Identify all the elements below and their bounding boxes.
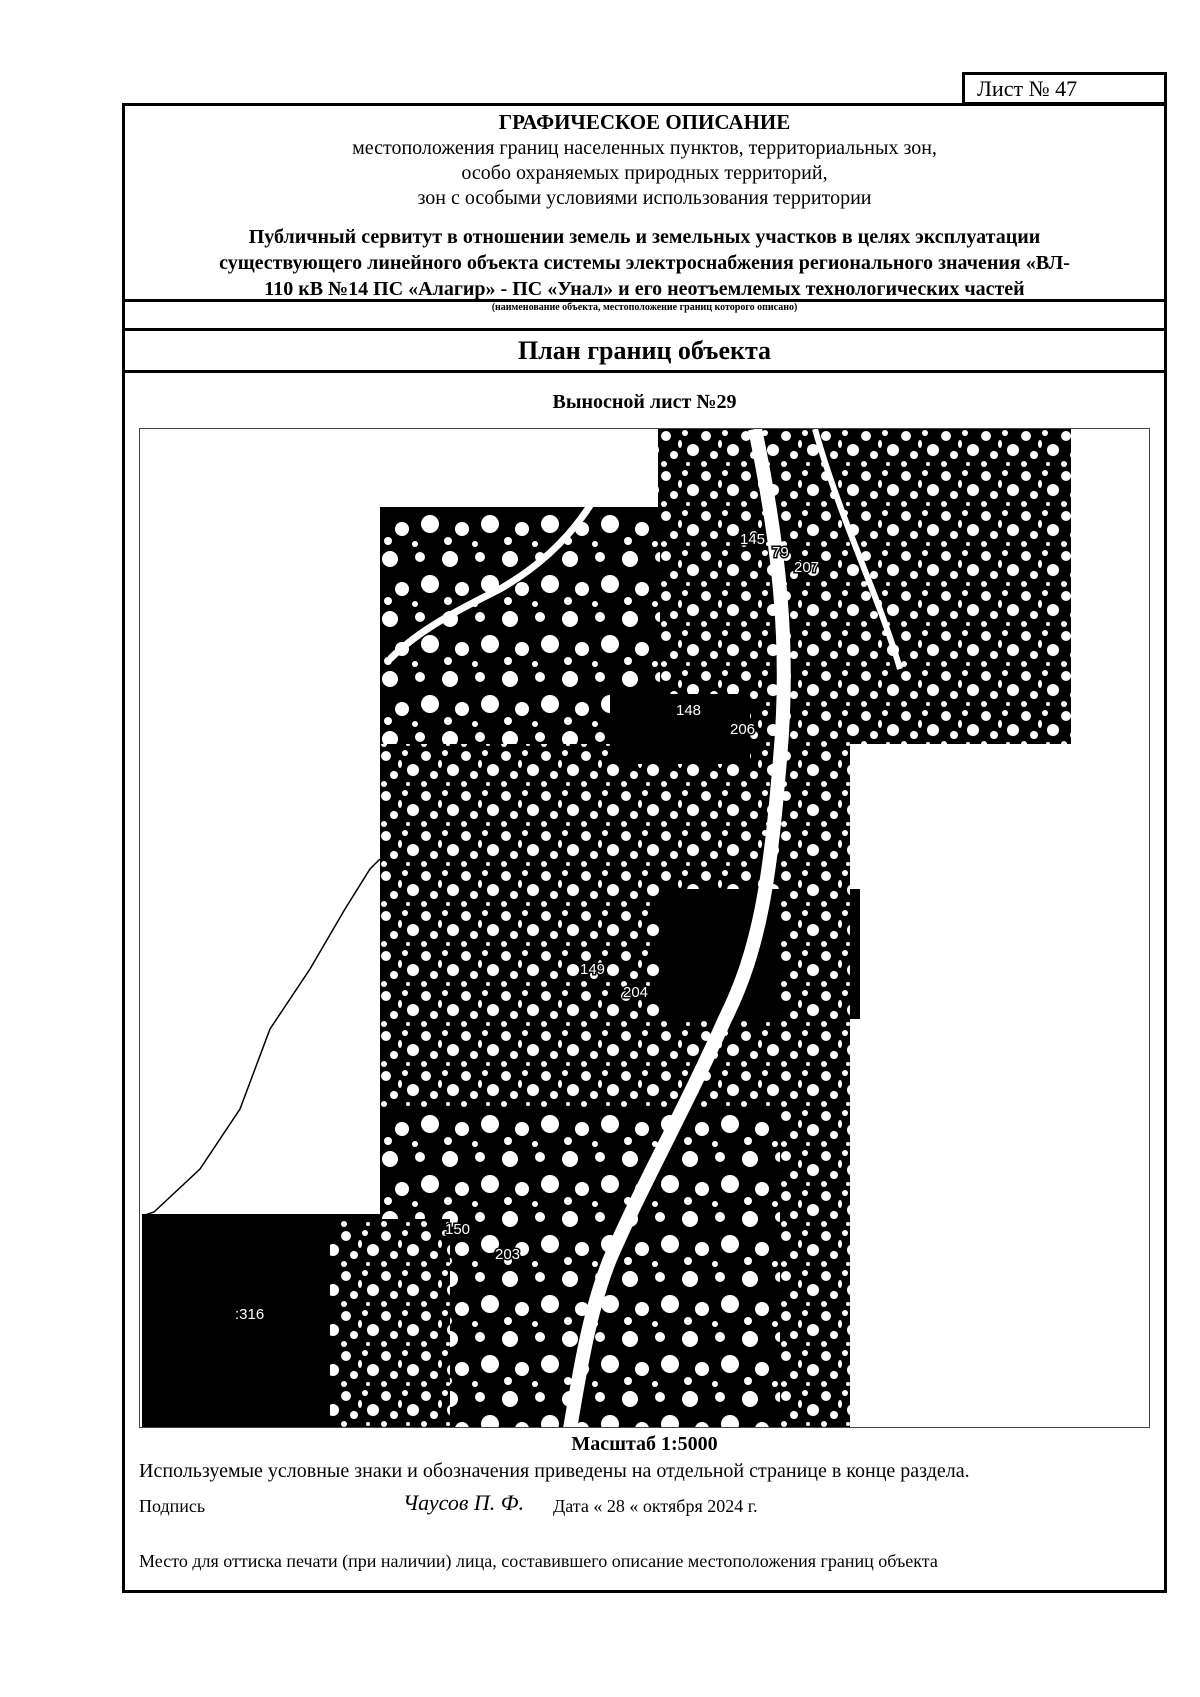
point-label: :316 [235, 1306, 265, 1323]
subtitle-line: местоположения границ населенных пунктов, территориальных зон, [352, 137, 937, 159]
divider [125, 328, 1164, 331]
point-label: 206 [730, 721, 756, 738]
sheet-subtitle: Выносной лист №29 [552, 391, 737, 413]
map-scale: Масштаб 1:5000 [571, 1433, 718, 1455]
signature-name: Чаусов П. Ф. [403, 1490, 524, 1515]
point-label: 150 [445, 1221, 471, 1238]
boundary-map [139, 428, 1150, 1428]
signature-label: Подпись [139, 1496, 206, 1516]
point-label: 79 [772, 544, 789, 561]
point-label: 145 [740, 531, 766, 548]
sheet-number: Лист № 47 [962, 72, 1167, 105]
divider [125, 370, 1164, 373]
object-name-line: существующего линейного объекта системы электроснабжения регионального значения «ВЛ- [219, 252, 1070, 274]
object-name-line: Публичный сервитут в отношении земель и земельных участков в целях эксплуатации [248, 226, 1041, 248]
point-label: 204 [623, 984, 649, 1001]
plan-title: План границ объекта [517, 336, 772, 365]
document-subtitle [125, 136, 1164, 211]
object-name-line: 110 кВ №14 ПС «Алагир» - ПС «Унал» и его неотъемлемых технологических частей [264, 278, 1025, 300]
point-label: 203 [495, 1246, 521, 1263]
boundary-line [142, 859, 380, 1216]
signature-date: Дата « 28 « октября 2024 г. [553, 1496, 758, 1516]
point-label: 207 [794, 559, 820, 576]
stamp-place: Место для оттиска печати (при наличии) лица, составившего описание местоположения границ объекта [139, 1551, 938, 1571]
document-title: ГРАФИЧЕСКОЕ ОПИСАНИЕ [498, 110, 791, 134]
point-label: 148 [676, 702, 702, 719]
document-frame [122, 103, 1167, 1593]
map-canvas [140, 429, 1150, 1428]
legend-note: Используемые условные знаки и обозначения приведены на отдельной странице в конце раздела. [139, 1460, 970, 1482]
object-name-note: (наименование объекта, местоположение границ которого описано) [491, 302, 798, 313]
subtitle-line: особо охраняемых природных территорий, [461, 162, 828, 184]
point-label: 149 [580, 961, 606, 978]
object-name [125, 224, 1164, 302]
subtitle-line: зон с особыми условиями использования территории [417, 187, 872, 209]
